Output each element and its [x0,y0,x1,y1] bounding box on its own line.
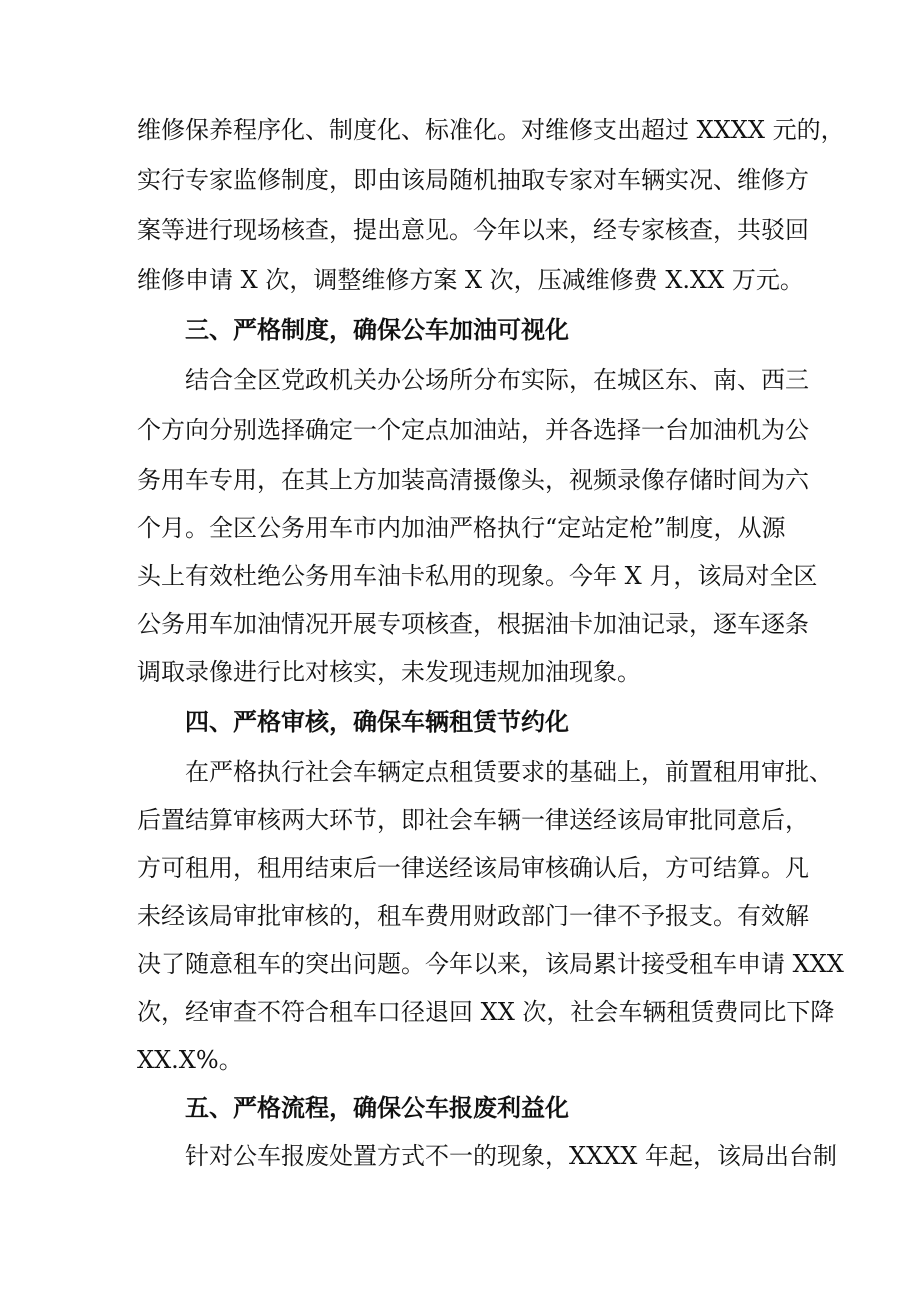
paragraph-line: 针对公车报废处置方式不一的现象，XXXX 年起，该局出台制 [185,1142,837,1170]
paragraph-line: 未经该局审批审核的，租车费用财政部门一律不予报支。有效解 [137,902,809,930]
section-heading-3: 三、严格制度，确保公车加油可视化 [185,316,569,344]
paragraph-line: 在严格执行社会车辆定点租赁要求的基础上，前置租用审批、 [185,758,833,786]
paragraph-line: 方可租用，租用结束后一律送经该局审核确认后，方可结算。凡 [137,854,809,882]
paragraph-line: 头上有效杜绝公务用车油卡私用的现象。今年 X 月，该局对全区 [137,562,818,590]
paragraph-line: 次，经审查不符合租车口径退回 XX 次，社会车辆租赁费同比下降 [137,998,835,1026]
section-heading-5: 五、严格流程，确保公车报废利益化 [185,1094,569,1122]
paragraph-line: XX.X%。 [137,1046,243,1074]
paragraph-line: 个方向分别选择确定一个定点加油站，并各选择一台加油机为公 [137,416,809,444]
paragraph-line: 务用车专用，在其上方加装高清摄像头，视频录像存储时间为六 [137,466,809,494]
paragraph-line: 公务用车加油情况开展专项核查，根据油卡加油记录，逐车逐条 [137,610,809,638]
paragraph-line: 调取录像进行比对核实，未发现违规加油现象。 [137,658,641,686]
section-heading-4: 四、严格审核，确保车辆租赁节约化 [185,708,569,736]
paragraph-line: 后置结算审核两大环节，即社会车辆一律送经该局审批同意后， [137,806,809,834]
paragraph-line: 实行专家监修制度，即由该局随机抽取专家对车辆实况、维修方 [137,166,809,194]
paragraph-line: 决了随意租车的突出问题。今年以来，该局累计接受租车申请 XXX [137,950,844,978]
paragraph-line: 案等进行现场核查，提出意见。今年以来，经专家核查，共驳回 [137,216,809,244]
paragraph-line: 个月。全区公务用车市内加油严格执行“定站定枪”制度，从源 [137,514,786,542]
paragraph-line: 结合全区党政机关办公场所分布实际，在城区东、南、西三 [185,366,809,394]
paragraph-line: 维修申请 X 次，调整维修方案 X 次，压减维修费 X.XX 万元。 [137,266,804,294]
paragraph-line: 维修保养程序化、制度化、标准化。对维修支出超过 XXXX 元的， [137,116,845,144]
